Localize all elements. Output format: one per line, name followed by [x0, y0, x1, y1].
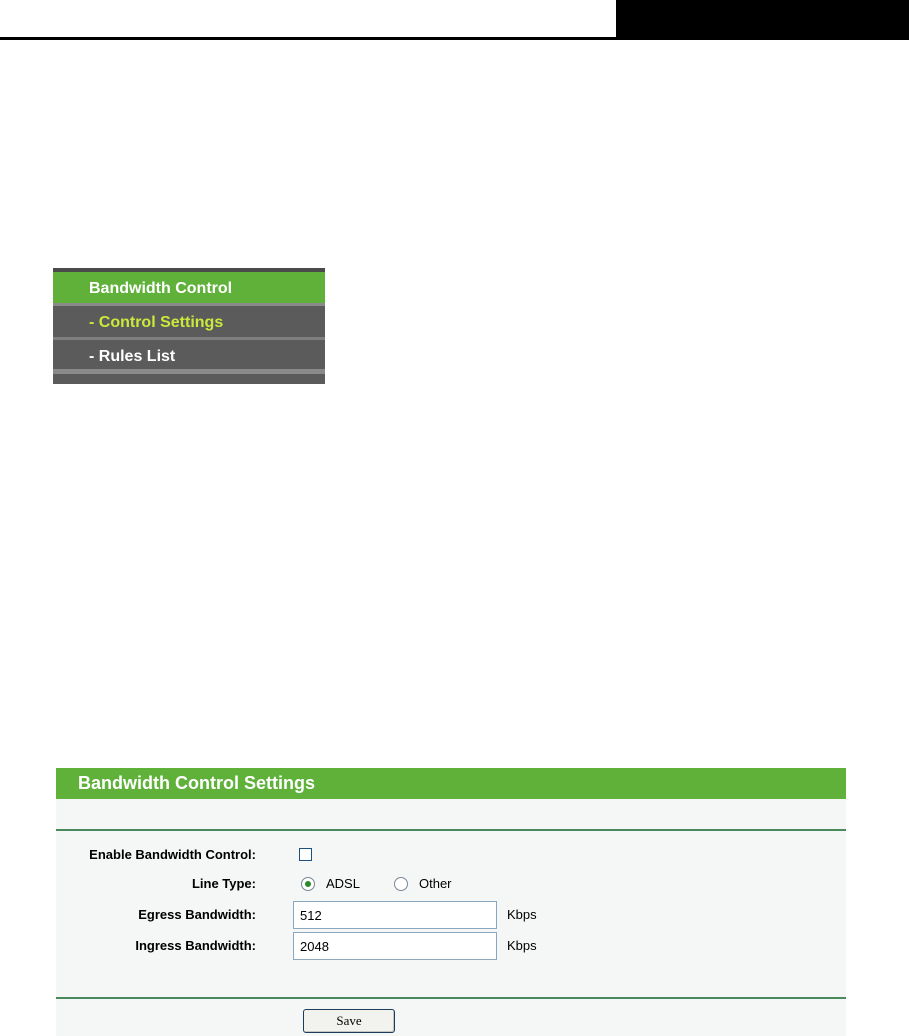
line-type-other-radio[interactable]	[394, 877, 408, 891]
ingress-unit: Kbps	[507, 938, 537, 953]
sidebar-item-bandwidth-control[interactable]: Bandwidth Control	[53, 272, 325, 306]
enable-row	[56, 842, 846, 868]
enable-label: Enable Bandwidth Control:	[89, 847, 256, 862]
egress-unit: Kbps	[507, 907, 537, 922]
panel-title: Bandwidth Control Settings	[56, 768, 846, 799]
ingress-label: Ingress Bandwidth:	[135, 938, 256, 953]
egress-bandwidth-input[interactable]	[293, 901, 497, 929]
divider	[56, 829, 846, 831]
line-type-adsl-radio[interactable]	[301, 877, 315, 891]
sidebar-item-control-settings[interactable]: - Control Settings	[53, 306, 325, 340]
line-type-label: Line Type:	[191, 876, 256, 891]
header-rule	[0, 37, 909, 40]
egress-label: Egress Bandwidth:	[138, 907, 256, 922]
line-type-adsl-label[interactable]: ADSL	[326, 876, 360, 891]
divider	[56, 997, 846, 999]
sidebar-item-rules-list[interactable]: - Rules List	[53, 340, 325, 374]
line-type-row	[56, 871, 846, 897]
header-black-block	[616, 0, 909, 38]
ingress-row	[56, 932, 846, 958]
bandwidth-settings-panel	[56, 768, 846, 1036]
ingress-bandwidth-input[interactable]	[293, 932, 497, 960]
egress-row	[56, 901, 846, 927]
line-type-other-label[interactable]: Other	[419, 876, 452, 891]
save-button[interactable]: Save	[303, 1009, 395, 1033]
enable-bandwidth-checkbox[interactable]	[299, 848, 312, 861]
sidebar-menu	[53, 268, 325, 384]
